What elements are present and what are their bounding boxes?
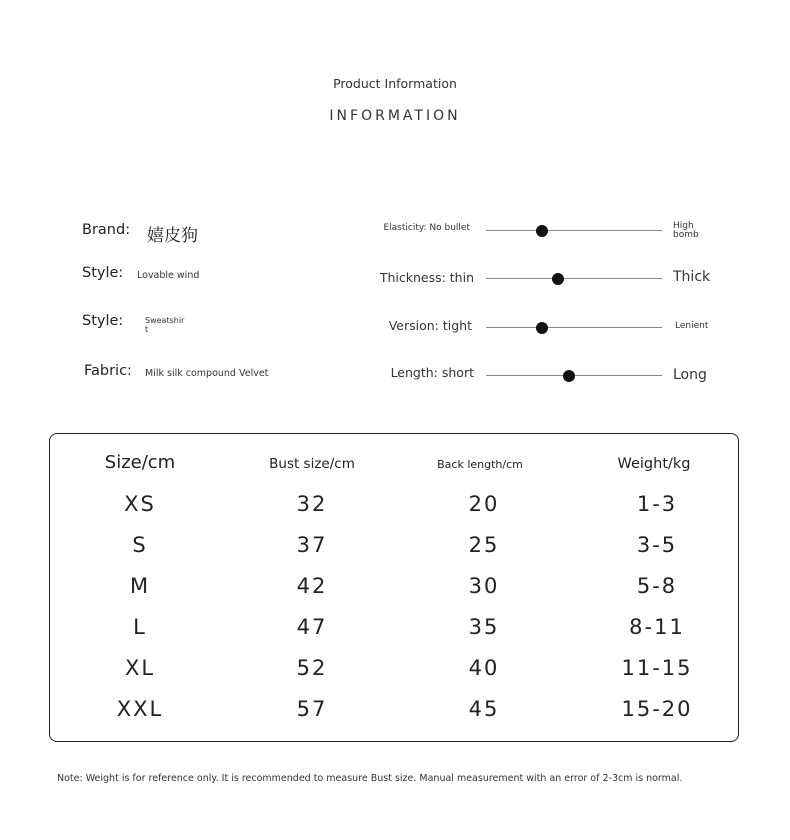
back-length-header: Back length/cm [437,458,523,471]
style-label: Style: [82,265,124,281]
version-track [486,327,662,328]
table-cell: 52 [296,656,328,680]
brand-label: Brand: [82,222,131,238]
bust-header: Bust size/cm [269,456,355,472]
table-cell: 42 [296,574,328,598]
thickness-label: Thickness: thin [379,270,474,285]
style-value: Lovable wind [137,270,200,281]
elasticity-high-line2: bomb [673,230,699,240]
table-cell: 8-11 [629,615,685,639]
elasticity-high-line1: High [673,221,694,231]
table-cell: 1-3 [636,492,678,516]
section-title: Product Information [333,76,457,91]
thickness-track [486,278,662,279]
weight-header: Weight/kg [617,456,691,472]
style-value-2-line1: Sweatshir [145,316,185,325]
table-cell: XS [124,492,156,516]
table-cell: 11-15 [621,656,693,680]
style-value-2 [145,316,184,334]
length-marker [563,370,575,382]
table-cell: M [129,574,151,598]
thickness-max-label: Thick [673,269,711,285]
style-label-2: Style: [82,313,124,329]
footnote: Note: Weight is for reference only. It is recommended to measure Bust size. Manual measurement with an error of 2-3cm is normal. [57,773,683,784]
table-cell: L [133,615,147,639]
style-value-2-line2: t [145,325,149,334]
elasticity-track [486,230,662,231]
size-header: Size/cm [104,452,176,473]
elasticity-marker [536,225,548,237]
elasticity-high-label [673,222,699,240]
length-label: Length: short [390,365,474,380]
table-cell: 3-5 [636,533,678,557]
table-cell: 35 [468,615,500,639]
table-cell: 25 [468,533,500,557]
table-cell: 57 [296,697,328,721]
table-cell: XXL [116,697,164,721]
fabric-value: Milk silk compound Velvet [145,368,269,379]
table-cell: 15-20 [621,697,693,721]
thickness-marker [552,273,564,285]
version-marker [536,322,548,334]
brand-value: 嬉皮狗 [147,226,198,246]
length-max-label: Long [673,367,707,383]
version-max-label: Lenient [675,321,709,331]
table-cell: 40 [468,656,500,680]
table-cell: XL [124,656,156,680]
elasticity-label: Elasticity: No bullet [383,223,470,233]
fabric-label: Fabric: [84,363,132,379]
table-cell: 47 [296,615,328,639]
table-cell: 5-8 [636,574,678,598]
section-subtitle: INFORMATION [329,108,461,124]
table-cell: 20 [468,492,500,516]
table-cell: 30 [468,574,500,598]
table-cell: 37 [296,533,328,557]
size-table [49,433,739,742]
version-label: Version: tight [388,318,472,333]
table-cell: 32 [296,492,328,516]
table-cell: S [132,533,148,557]
table-cell: 45 [468,697,500,721]
